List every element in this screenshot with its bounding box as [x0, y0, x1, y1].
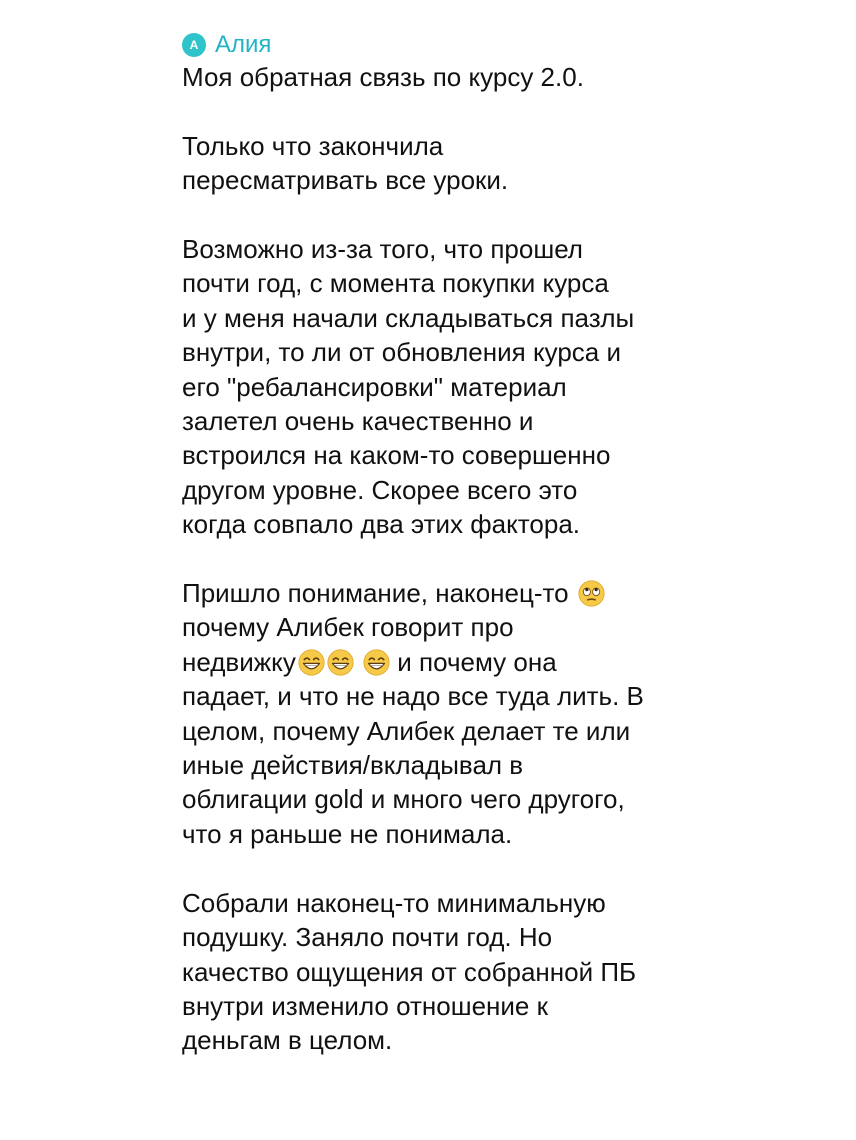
message-paragraph-2 [182, 129, 702, 198]
message-text: недвижку [182, 646, 296, 677]
message-sender[interactable] [182, 30, 702, 60]
grinning-face-with-smiling-eyes-icon [363, 649, 390, 676]
message-paragraph-1 [182, 60, 702, 94]
message-line: встроился на каком-то совершенно [182, 440, 611, 471]
message-line: качество ощущения от собранной ПБ [182, 956, 637, 987]
message-line: Только что закончила [182, 130, 444, 161]
grinning-face-with-smiling-eyes-icon [327, 649, 354, 676]
message-line [182, 576, 702, 610]
face-with-rolling-eyes-icon [578, 580, 605, 607]
message-line: внутри, то ли от обновления курса и [182, 337, 621, 368]
message-line: залетел очень качественно и [182, 406, 534, 437]
message-line: внутри изменило отношение к [182, 990, 548, 1021]
message-line: целом, почему Алибек делает те или [182, 715, 631, 746]
chat-message [182, 30, 702, 1058]
message-paragraph-3 [182, 232, 702, 542]
message-paragraph-5 [182, 886, 702, 1058]
message-line: пересматривать все уроки. [182, 165, 509, 196]
message-line: облигации gold и много чего другого, [182, 784, 625, 815]
message-line: деньгам в целом. [182, 1025, 393, 1056]
message-line: почему Алибек говорит про [182, 612, 514, 643]
message-line: Возможно из-за того, что прошел [182, 234, 583, 264]
message-line: что я раньше не понимала. [182, 818, 513, 849]
message-line: почти год, с момента покупки курса [182, 268, 609, 299]
message-line: его "ребалансировки" материал [182, 371, 567, 402]
avatar[interactable]: A [182, 33, 206, 57]
message-text: и почему она [390, 646, 557, 677]
message-line: когда совпало два этих фактора. [182, 509, 581, 540]
message-line: падает, и что не надо все туда лить. В [182, 681, 644, 712]
message-text: Пришло понимание, наконец-то [182, 578, 569, 609]
message-line [182, 645, 702, 679]
message-line: Моя обратная связь по курсу 2.0. [182, 62, 584, 92]
message-line: другом уровне. Скорее всего это [182, 474, 578, 505]
message-line: подушку. Заняло почти год. Но [182, 922, 553, 953]
message-line: и у меня начали складываться пазлы [182, 302, 635, 333]
message-line: иные действия/вкладывал в [182, 750, 524, 781]
grinning-face-with-smiling-eyes-icon [298, 649, 325, 676]
message-line: Собрали наконец-то минимальную [182, 887, 606, 918]
sender-name[interactable]: Алия [215, 31, 272, 58]
message-paragraph-4 [182, 576, 702, 851]
